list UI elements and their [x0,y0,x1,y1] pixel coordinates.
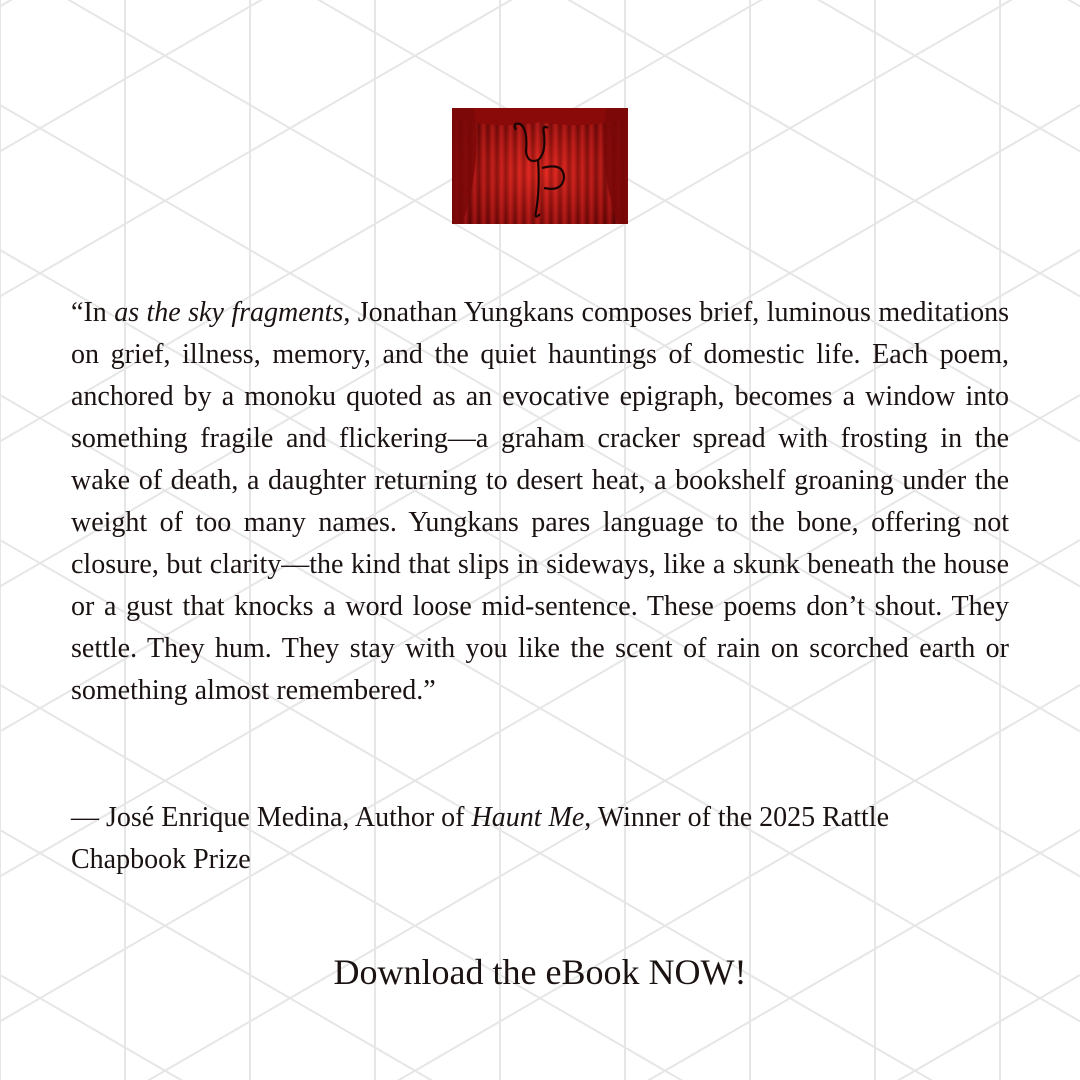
quote-lead: In [83,297,115,328]
quote-close-mark: ” [423,675,436,706]
download-ebook-link[interactable]: Download the eBook NOW! [333,952,747,992]
lattice-line [0,0,1080,6]
quote-open-mark: “ [71,297,84,328]
attribution-book-title: Haunt Me [471,802,585,833]
review-quote [71,292,1009,712]
attribution-prefix: — José Enrique Medina, Author of [71,802,472,833]
quote-book-title: as the sky fragments [114,297,344,328]
publisher-logo [452,108,628,224]
quote-attribution [71,797,1009,881]
lattice-line [0,0,1080,6]
attribution-suffix: , Winner of the 2025 Rattle Chapbook Prize [71,802,889,875]
quote-body: , Jonathan Yungkans composes brief, luminous meditations on grief, illness, memory, and the quiet hauntings of domestic life. Each poem, anchored by a monoku quoted as an evocative epigraph, becomes a window into something fragile and flickering—a graham cracker spread with frosting in the wake of death, a daughter returning to desert heat, a bookshelf groaning under the weight of too many names. Yungkans pares language to the bone, offering not closure, but clarity—the kind that slips in sideways, like a skunk beneath the house or a gust that knocks a word loose mid-sentence. These poems don’t shout. They settle. They hum. They stay with you like the scent of rain on scorched earth or something almost remembered. [71,297,1010,706]
lattice-line [0,685,1080,1080]
lattice-line [0,685,1080,1080]
